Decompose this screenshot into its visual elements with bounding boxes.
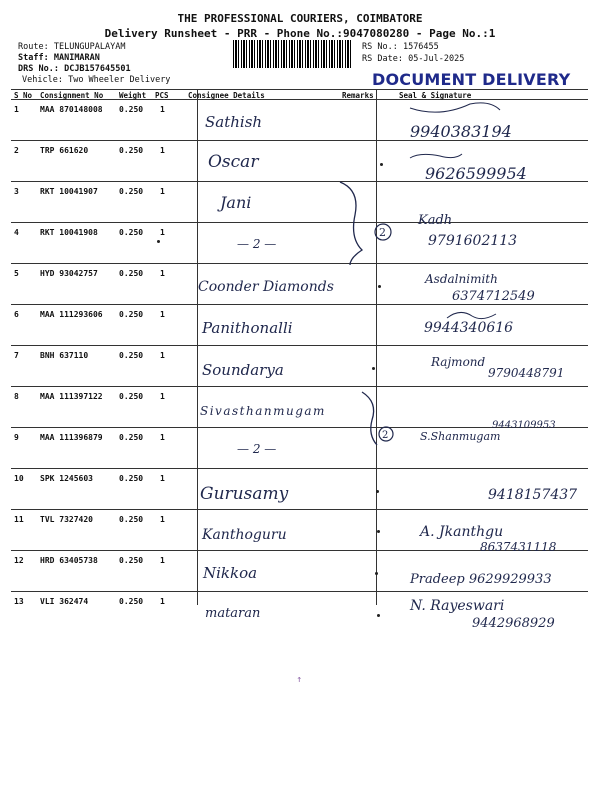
row-signature: Pradeep 9629929933 (410, 572, 552, 587)
staff-value: MANIMARAN (53, 53, 100, 63)
row-sno: 6 (14, 310, 19, 319)
row-sno: 13 (14, 597, 24, 606)
col-sno: S No (14, 91, 33, 100)
row-signature: 9418157437 (488, 487, 578, 503)
drs-value: DCJB157645501 (64, 64, 131, 74)
route-value: TELUNGUPALAYAM (53, 42, 126, 52)
rs-no-label: RS No.: (362, 42, 398, 52)
row-consignment: MAA 111396879 (40, 433, 103, 442)
row-signature: 9791602113 (428, 233, 518, 249)
row-consignment: HRD 63405738 (40, 556, 98, 565)
row-sno: 11 (14, 515, 24, 524)
row-weight: 0.250 (119, 228, 144, 237)
remark-dot (377, 530, 380, 533)
row-signature: 8637431118 (480, 540, 557, 554)
row-consignee: Soundarya (202, 361, 284, 379)
row-sno: 8 (14, 392, 19, 401)
remark-dot (380, 163, 383, 166)
row-consignee: Sathish (205, 113, 263, 131)
row-sno: 4 (14, 228, 19, 237)
row-signature: 9626599954 (425, 164, 527, 183)
rs-no-value: 1576455 (402, 42, 439, 52)
row-sno: 2 (14, 146, 19, 155)
remark-dot (157, 240, 160, 243)
remark-dot (375, 572, 378, 575)
row-consignment: RKT 10041907 (40, 187, 98, 196)
company-title: THE PROFESSIONAL COURIERS, COIMBATORE (177, 12, 423, 25)
row-pcs: 1 (160, 105, 165, 114)
row-weight: 0.250 (119, 392, 144, 401)
row-consignee: Oscar (208, 152, 259, 172)
row-consignment: TRP 661620 (40, 146, 89, 155)
row-weight: 0.250 (119, 556, 144, 565)
row-signature: 9443109953 (492, 420, 556, 431)
row-consignee: Panithonalli (202, 319, 293, 337)
col-pcs: PCS (155, 91, 169, 100)
row-sno: 7 (14, 351, 19, 360)
row-signature: 9442968929 (472, 616, 555, 631)
row-sno: 10 (14, 474, 24, 483)
col-signature: Seal & Signature (399, 91, 472, 100)
row-weight: 0.250 (119, 187, 144, 196)
row-weight: 0.250 (119, 351, 144, 360)
staff-label: Staff: (18, 53, 49, 63)
col-remarks: Remarks (342, 91, 374, 100)
row-signature: 9944340616 (424, 320, 514, 336)
row-pcs: 1 (160, 351, 165, 360)
row-pcs: 1 (160, 515, 165, 524)
row-pcs: 1 (160, 474, 165, 483)
remark-dot (376, 490, 379, 493)
col-consignment: Consignment No (40, 91, 104, 100)
remark-dot (372, 367, 375, 370)
row-consignee: Coonder Diamonds (198, 279, 334, 295)
row-consignment: TVL 7327420 (40, 515, 93, 524)
row-consignment: HYD 93042757 (40, 269, 98, 278)
row-sno: 1 (14, 105, 19, 114)
runsheet-subtitle: Delivery Runsheet - PRR - Phone No.:9047080280 - Page No.:1 (104, 27, 496, 40)
row-consignee: — 2 — (237, 442, 277, 456)
row-signature: 9790448791 (488, 366, 565, 380)
row-consignment: BNH 637110 (40, 351, 89, 360)
signature-name: Asdalnimith (425, 272, 498, 286)
row-consignee: Gurusamy (200, 484, 289, 504)
row-sno: 5 (14, 269, 19, 278)
row-sno: 12 (14, 556, 24, 565)
svg-text:2: 2 (382, 430, 389, 441)
row-weight: 0.250 (119, 269, 144, 278)
row-weight: 0.250 (119, 146, 144, 155)
row-consignee: Sivasthanmugam (200, 404, 326, 418)
row-consignee: — 2 — (237, 237, 277, 251)
row-weight: 0.250 (119, 310, 144, 319)
signature-name: N. Rayeswari (410, 598, 505, 614)
row-consignee: mataran (205, 606, 261, 621)
vehicle-label: Vehicle: (22, 75, 63, 85)
row-pcs: 1 (160, 556, 165, 565)
row-consignee: Jani (220, 193, 252, 212)
row-consignment: MAA 870148008 (40, 105, 103, 114)
row-consignee: Kanthoguru (202, 527, 287, 543)
row-pcs: 1 (160, 597, 165, 606)
row-weight: 0.250 (119, 597, 144, 606)
row-pcs: 1 (160, 433, 165, 442)
row-pcs: 1 (160, 228, 165, 237)
rs-date-label: RS Date: (362, 54, 403, 64)
drs-label: DRS No.: (18, 64, 59, 74)
svg-text:2: 2 (379, 226, 386, 239)
row-consignment: RKT 10041908 (40, 228, 98, 237)
rs-date-value: 05-Jul-2025 (408, 54, 465, 64)
row-sno: 9 (14, 433, 19, 442)
row-consignee: Nikkoa (203, 564, 258, 582)
row-pcs: 1 (160, 269, 165, 278)
col-consignee: Consignee Details (188, 91, 265, 100)
row-signature: 9940383194 (410, 122, 512, 141)
remark-dot (378, 285, 381, 288)
row-pcs: 1 (160, 187, 165, 196)
row-weight: 0.250 (119, 105, 144, 114)
row-consignment: VLI 362474 (40, 597, 89, 606)
row-weight: 0.250 (119, 515, 144, 524)
route-label: Route: (18, 42, 49, 52)
vehicle-value: Two Wheeler Delivery (68, 75, 171, 85)
row-pcs: 1 (160, 146, 165, 155)
row-weight: 0.250 (119, 474, 144, 483)
row-signature: 6374712549 (452, 289, 535, 304)
row-consignment: MAA 111397122 (40, 392, 103, 401)
row-consignment: SPK 1245603 (40, 474, 93, 483)
remark-dot (377, 614, 380, 617)
row-sno: 3 (14, 187, 19, 196)
pen-mark: ꜛ (297, 675, 302, 689)
signature-name: A. Jkanthgu (420, 524, 504, 540)
document-delivery-stamp: DOCUMENT DELIVERY (372, 70, 571, 89)
row-consignment: MAA 111293606 (40, 310, 103, 319)
col-weight: Weight (119, 91, 147, 100)
signature-name: S.Shanmugam (420, 430, 501, 443)
signature-name: Rajmond (431, 355, 486, 369)
row-weight: 0.250 (119, 433, 144, 442)
row-pcs: 1 (160, 392, 165, 401)
signature-name: Kadh (418, 213, 453, 228)
row-pcs: 1 (160, 310, 165, 319)
